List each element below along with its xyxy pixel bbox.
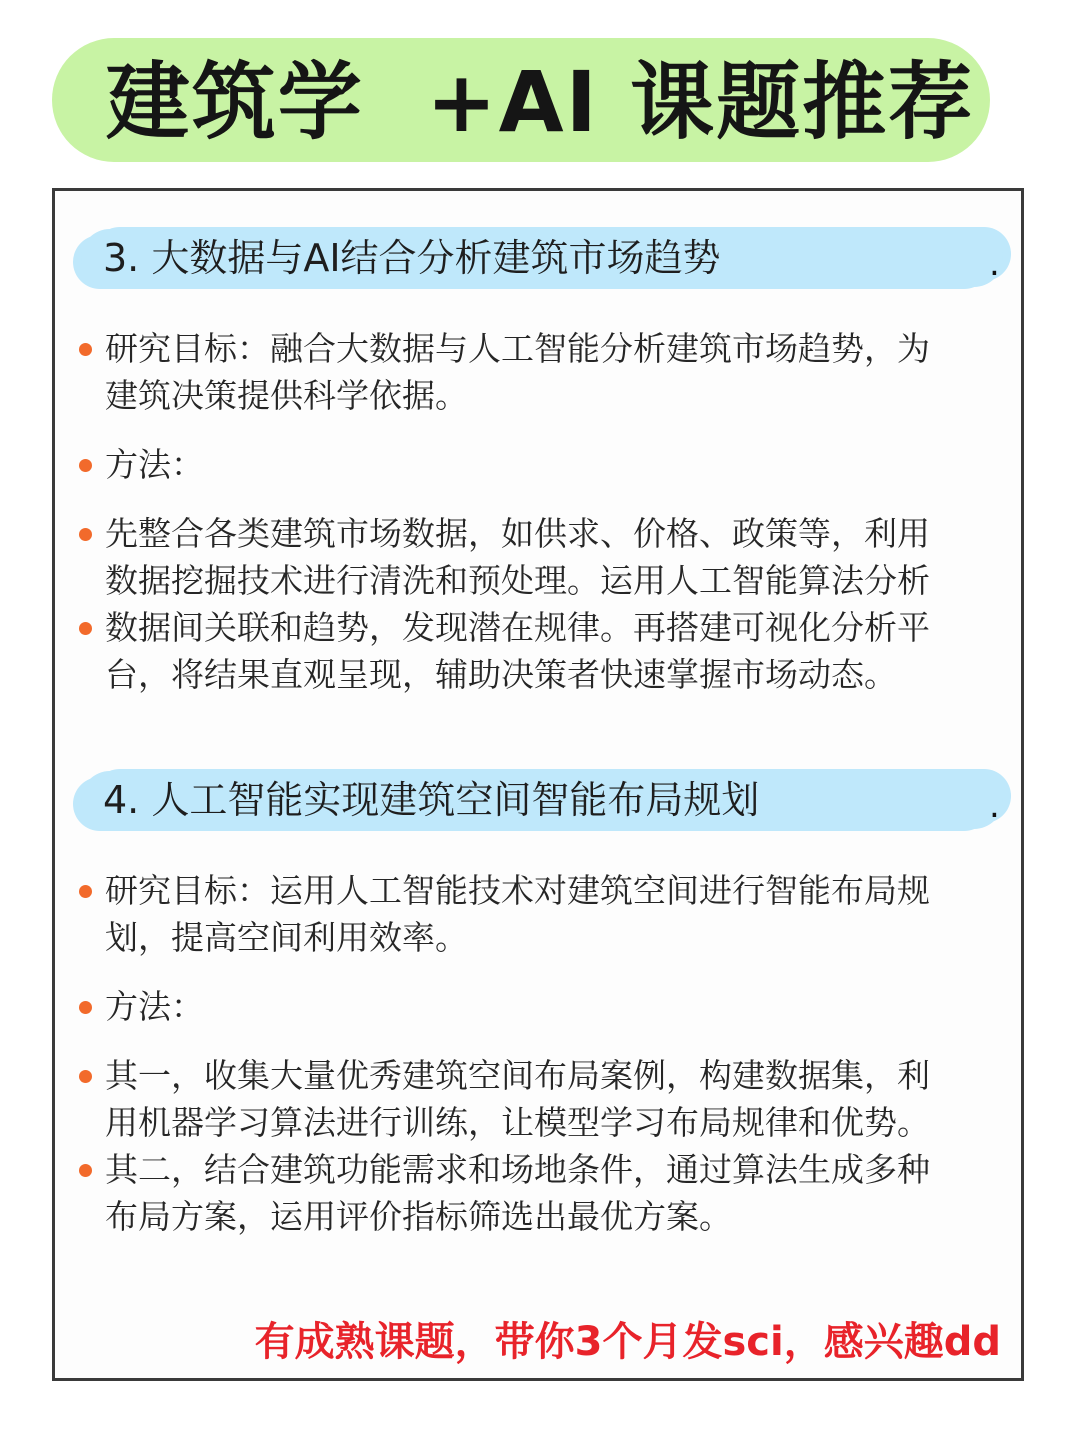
item-line: 布局方案，运用评价指标筛选出最优方案。 bbox=[105, 1197, 732, 1236]
list-item bbox=[55, 983, 1021, 1030]
list-item bbox=[55, 325, 1021, 419]
item-line: 建筑决策提供科学依据。 bbox=[105, 376, 468, 415]
bullet-icon bbox=[79, 885, 92, 898]
item-line: 方法： bbox=[105, 987, 204, 1026]
section-heading bbox=[55, 229, 1021, 291]
item-line: 台，将结果直观呈现，辅助决策者快速掌握市场动态。 bbox=[105, 655, 897, 694]
section-items bbox=[55, 867, 1021, 1240]
bullet-icon bbox=[79, 1001, 92, 1014]
bullet-icon bbox=[79, 459, 92, 472]
content-card bbox=[52, 188, 1024, 1381]
bullet-icon bbox=[79, 622, 92, 635]
footer-promo: 有成熟课题，带你3个月发sci，感兴趣dd bbox=[254, 1319, 1001, 1365]
section-heading bbox=[55, 771, 1021, 833]
item-line: 划，提高空间利用效率。 bbox=[105, 918, 468, 957]
item-line: 研究目标：运用人工智能技术对建筑空间进行智能布局规 bbox=[105, 871, 930, 910]
bullet-icon bbox=[79, 528, 92, 541]
list-item bbox=[55, 510, 1021, 698]
heading-dot: . bbox=[989, 244, 1000, 284]
list-item bbox=[55, 867, 1021, 961]
bullet-icon bbox=[79, 1164, 92, 1177]
section-heading-text: 4. 人工智能实现建筑空间智能布局规划 bbox=[103, 778, 760, 822]
section-heading-text: 3. 大数据与AI结合分析建筑市场趋势 bbox=[103, 236, 721, 280]
list-item bbox=[55, 1052, 1021, 1146]
section-items bbox=[55, 325, 1021, 698]
item-line: 数据间关联和趋势，发现潜在规律。再搭建可视化分析平 bbox=[105, 608, 930, 647]
item-line: 先整合各类建筑市场数据，如供求、价格、政策等，利用 bbox=[105, 514, 930, 553]
section-3 bbox=[55, 229, 1021, 720]
page-title: 建筑学 +AI 课题推荐 bbox=[105, 53, 975, 151]
heading-dot: . bbox=[989, 786, 1000, 826]
list-item bbox=[55, 441, 1021, 488]
item-line: 其一，收集大量优秀建筑空间布局案例，构建数据集，利 bbox=[105, 1056, 930, 1095]
item-line: 其二，结合建筑功能需求和场地条件，通过算法生成多种 bbox=[105, 1150, 930, 1189]
section-4 bbox=[55, 771, 1021, 1262]
list-item bbox=[55, 1146, 1021, 1240]
item-line: 数据挖掘技术进行清洗和预处理。运用人工智能算法分析 bbox=[105, 561, 930, 600]
bullet-icon bbox=[79, 343, 92, 356]
item-line: 方法： bbox=[105, 445, 204, 484]
bullet-icon bbox=[79, 1070, 92, 1083]
item-line: 用机器学习算法进行训练，让模型学习布局规律和优势。 bbox=[105, 1103, 930, 1142]
item-line: 研究目标：融合大数据与人工智能分析建筑市场趋势，为 bbox=[105, 329, 930, 368]
